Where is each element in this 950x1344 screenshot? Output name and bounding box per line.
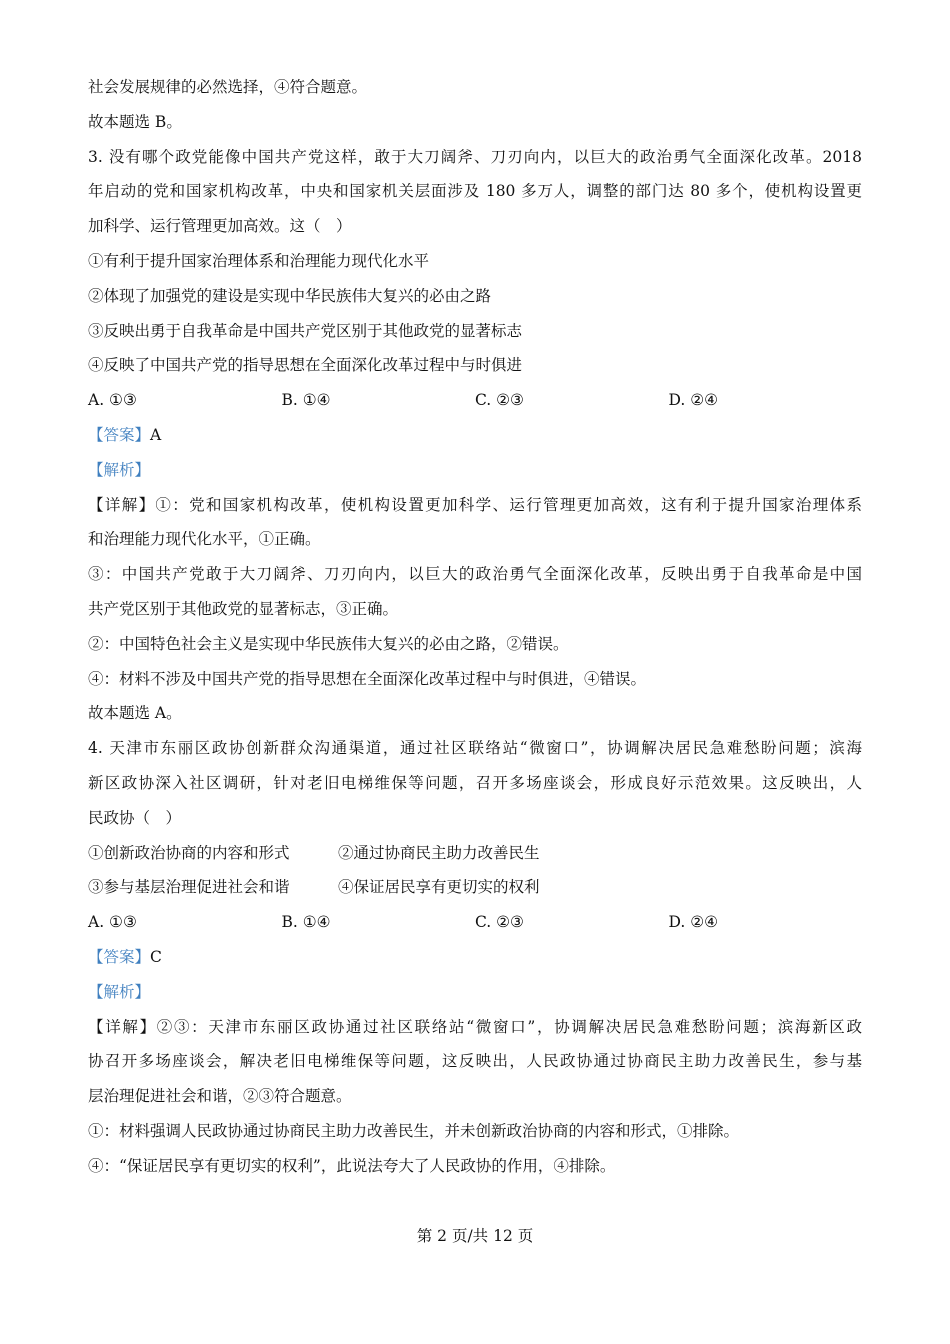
q3-options <box>88 385 862 420</box>
q4-detail: 协召开多场座谈会，解决老旧电梯维保等问题，这反映出，人民政协通过协商民主助力改善民生，参与基 <box>88 1052 862 1071</box>
question-4-stem: 新区政协深入社区调研，针对老旧电梯维保等问题，召开多场座谈会，形成良好示范效果。这反映出，人 <box>88 773 862 792</box>
q4-detail <box>88 1012 862 1047</box>
question-4-stem: 4. 天津市东丽区政协创新群众沟通渠道，通过社区联络站“微窗口”，协调解决居民急难愁盼问题；滨海 <box>88 739 862 758</box>
q3-item: ①有利于提升国家治理体系和治理能力现代化水平 <box>88 251 430 270</box>
q4-item: ②通过协商民主助力改善民生 <box>338 843 540 862</box>
text-line: 社会发展规律的必然选择，④符合题意。 <box>88 78 368 96</box>
q4-answer <box>88 942 862 977</box>
answer-value: A <box>150 425 162 444</box>
option-d: D. ②④ <box>668 391 719 410</box>
q4-options <box>88 907 862 942</box>
q3-item: ④反映了中国共产党的指导思想在全面深化改革过程中与时俱进 <box>88 356 523 375</box>
option-b: B. ①④ <box>281 913 331 932</box>
q4-detail: ①：材料强调人民政协通过协商民主助力改善民生，并未创新政治协商的内容和形式，①排除。 <box>88 1121 740 1140</box>
answer-label: 【答案】 <box>88 425 151 444</box>
q3-detail: 和治理能力现代化水平，①正确。 <box>88 530 321 549</box>
q3-detail: 共产党区别于其他政党的显著标志，③正确。 <box>88 599 399 618</box>
question-3-stem: 加科学、运行管理更加高效。这（ ） <box>88 217 352 236</box>
detail-label: 【详解】 <box>88 495 156 514</box>
q3-detail <box>88 490 862 525</box>
page-content <box>88 72 862 1186</box>
page-number-footer: 第 2 页/共 12 页 <box>416 1227 534 1245</box>
question-3-stem: 年启动的党和国家机构改革，中央和国家机关层面涉及 180 多万人，调整的部门达 80 多个，使机构设置更 <box>88 182 862 201</box>
q3-answer <box>88 420 862 455</box>
q4-item: ④保证居民享有更切实的权利 <box>338 878 540 897</box>
detail-text: ①：党和国家机构改革，使机构设置更加科学、运行管理更加高效，这有利于提升国家治理体系 <box>155 495 862 514</box>
q3-detail: ③：中国共产党敢于大刀阔斧、刀刃向内，以巨大的政治勇气全面深化改革，反映出勇于自我革命是中国 <box>88 565 862 584</box>
q4-detail: 层治理促进社会和谐，②③符合题意。 <box>88 1087 352 1106</box>
q4-items <box>88 838 862 873</box>
q4-item: ①创新政治协商的内容和形式 <box>88 843 290 862</box>
option-c: C. ②③ <box>475 913 524 932</box>
q3-detail: 故本题选 A。 <box>88 704 182 723</box>
question-3-stem: 3. 没有哪个政党能像中国共产党这样，敢于大刀阔斧、刀刃向内，以巨大的政治勇气全面深化改革。2018 <box>88 147 862 166</box>
q3-detail: ②：中国特色社会主义是实现中华民族伟大复兴的必由之路，②错误。 <box>88 634 569 653</box>
q4-detail: ④：“保证居民享有更切实的权利”，此说法夸大了人民政协的作用，④排除。 <box>88 1156 616 1175</box>
option-d: D. ②④ <box>668 913 719 932</box>
option-c: C. ②③ <box>475 391 524 410</box>
q4-items <box>88 872 862 907</box>
analysis-label: 【解析】 <box>88 460 151 479</box>
answer-value: C <box>150 947 162 966</box>
text-line: 故本题选 B。 <box>88 112 182 131</box>
answer-label: 【答案】 <box>88 947 151 966</box>
analysis-label: 【解析】 <box>88 982 151 1001</box>
question-4-stem: 民政协（ ） <box>88 808 182 827</box>
option-a: A. ①③ <box>88 391 137 410</box>
detail-label: 【详解】 <box>88 1017 157 1036</box>
q4-item: ③参与基层治理促进社会和谐 <box>88 878 290 897</box>
q3-detail: ④：材料不涉及中国共产党的指导思想在全面深化改革过程中与时俱进，④错误。 <box>88 669 647 688</box>
detail-text: ②③：天津市东丽区政协通过社区联络站“微窗口”，协调解决居民急难愁盼问题；滨海新区政 <box>156 1017 862 1036</box>
q3-item: ②体现了加强党的建设是实现中华民族伟大复兴的必由之路 <box>88 286 492 305</box>
option-a: A. ①③ <box>88 913 137 932</box>
q3-item: ③反映出勇于自我革命是中国共产党区别于其他政党的显著标志 <box>88 321 523 340</box>
option-b: B. ①④ <box>281 391 331 410</box>
